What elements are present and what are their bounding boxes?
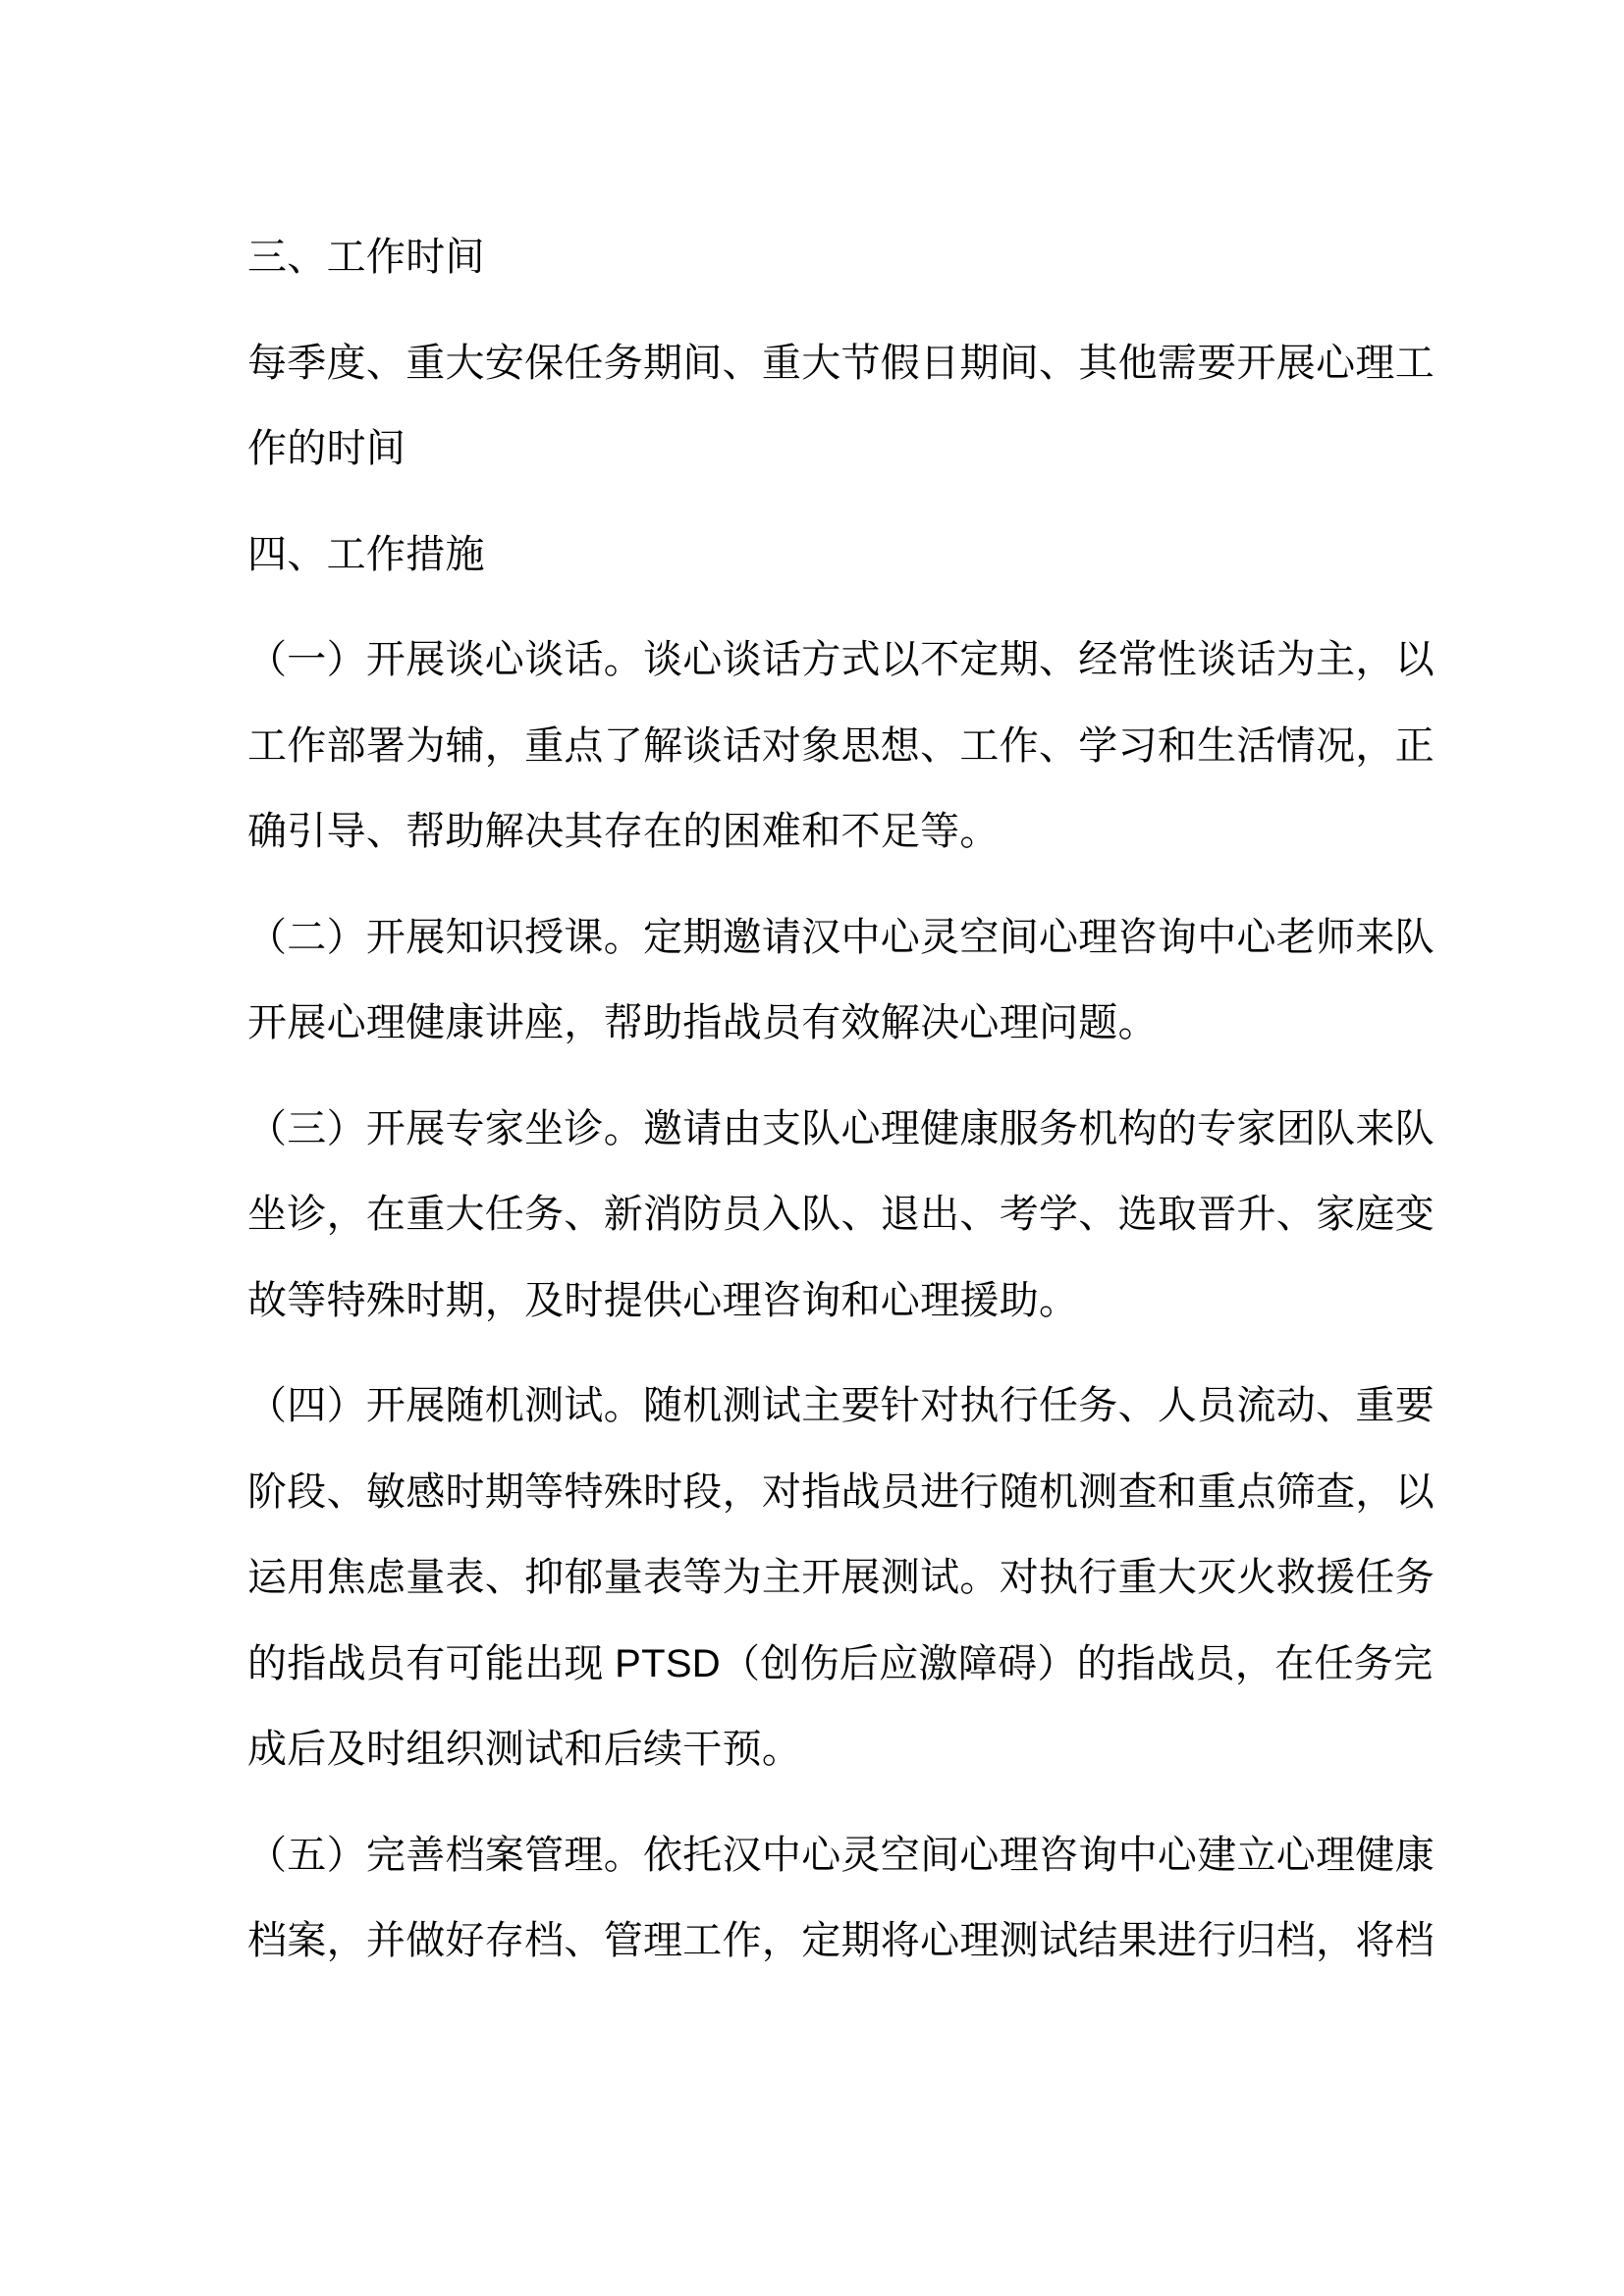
text-line: 运用焦虑量表、抑郁量表等为主开展测试。对执行重大灭火救援任务 — [247, 1556, 1435, 1599]
text-line: 开展心理健康讲座，帮助指战员有效解决心理问题。 — [247, 1001, 1158, 1044]
text-line: 的指战员有可能出现 PTSD（创伤后应激障碍）的指战员，在任务完 — [247, 1641, 1434, 1685]
text-line: （二）开展知识授课。定期邀请汉中心灵空间心理咨询中心老师来队 — [247, 915, 1435, 959]
text-line: 三、工作时间 — [247, 236, 485, 279]
text-line: 作的时间 — [247, 427, 406, 470]
paragraph — [247, 321, 1435, 493]
text-line: （五）完善档案管理。依托汉中心灵空间心理咨询中心建立心理健康 — [247, 1833, 1435, 1877]
text-line: 四、工作措施 — [247, 532, 485, 576]
section-heading — [247, 512, 1362, 599]
paragraph — [247, 1363, 1435, 1793]
text-line: （四）开展随机测试。随机测试主要针对执行任务、人员流动、重要 — [247, 1384, 1435, 1427]
document-body — [247, 215, 1435, 2004]
text-line: 阶段、敏感时期等特殊时段，对指战员进行随机测查和重点筛查，以 — [247, 1469, 1435, 1514]
text-line: 档案，并做好存档、管理工作，定期将心理测试结果进行归档，将档 — [247, 1919, 1435, 1962]
paragraph — [247, 1087, 1435, 1345]
text-line: 坐诊，在重大任务、新消防员入队、退出、考学、选取晋升、家庭变 — [247, 1193, 1435, 1236]
paragraph — [247, 617, 1435, 876]
text-line: 每季度、重大安保任务期间、重大节假日期间、其他需要开展心理工 — [247, 341, 1435, 385]
text-line: 工作部署为辅，重点了解谈话对象思想、工作、学习和生活情况，正 — [247, 723, 1435, 768]
text-line: 确引导、帮助解决其存在的困难和不足等。 — [247, 810, 1000, 853]
paragraph — [247, 1813, 1435, 1985]
text-line: 故等特殊时期，及时提供心理咨询和心理援助。 — [247, 1278, 1079, 1322]
text-line: （三）开展专家坐诊。邀请由支队心理健康服务机构的专家团队来队 — [247, 1106, 1435, 1150]
paragraph — [247, 895, 1435, 1067]
section-heading — [247, 215, 1362, 301]
text-line: （一）开展谈心谈话。谈心谈话方式以不定期、经常性谈话为主，以 — [247, 638, 1435, 681]
text-line: 成后及时组织测试和后续干预。 — [247, 1728, 802, 1771]
